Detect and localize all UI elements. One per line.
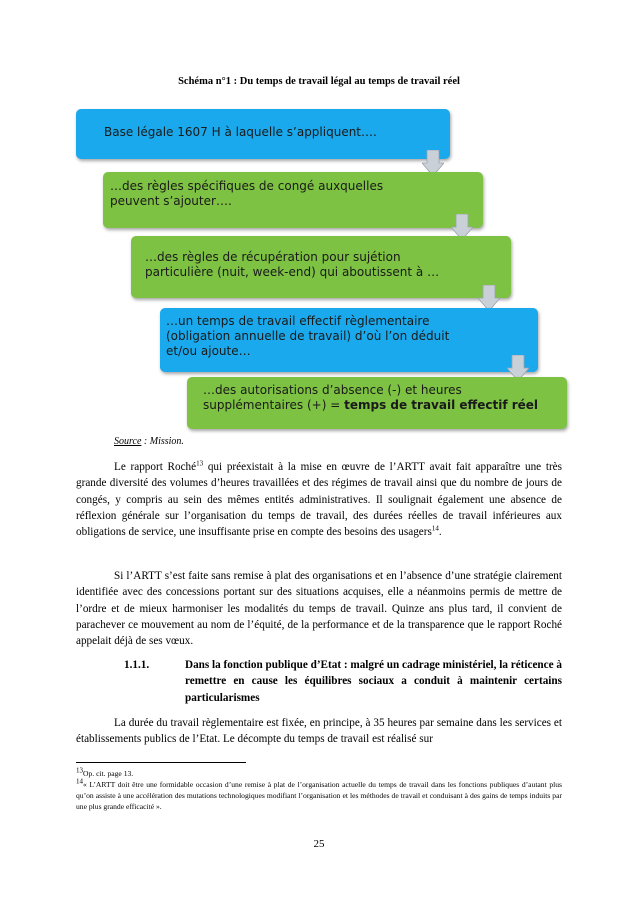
page-number: 25	[313, 838, 325, 850]
box-5-line-2	[203, 398, 567, 413]
diagram-box-2	[103, 172, 483, 228]
box-5-line-1: …des autorisations d’absence (-) et heures	[203, 383, 462, 397]
box-3-line-1: …des règles de récupération pour sujétion	[145, 250, 401, 264]
schema-title: Schéma n°1 : Du temps de travail légal au temps de travail réel	[178, 76, 460, 87]
box-2-line-2: peuvent s’ajouter….	[110, 194, 232, 208]
box-5-line-2-bold: temps de travail effectif réel	[344, 398, 539, 412]
box-1-line-1: Base légale 1607 H à laquelle s’appliquent….	[104, 125, 377, 139]
box-4-line-2: (obligation annuelle de travail) d’où l’on déduit	[166, 329, 450, 343]
box-2-line-1: …des règles spécifiques de congé auxquelles	[110, 179, 384, 193]
box-3-line-2: particulière (nuit, week-end) qui aboutissent à …	[145, 265, 440, 279]
paragraph-1	[76, 459, 562, 540]
footnote-14-text: « L’ARTT doit être une formidable occasion d’une remise à plat de l’organisation actuelle du temps de travail dans les fonctions publiques d’autant plus qu’on assiste à une accélération des mutations technologiques modifiant l’organisation et les méthodes de travail et conduisant à des gains de temps induits par une plus grande efficacité ».	[76, 780, 562, 811]
figure-source	[114, 436, 184, 447]
footnote-ref-14[interactable]: 14	[431, 524, 439, 533]
para1-text-c: .	[438, 526, 442, 539]
paragraph-3: La durée du travail règlementaire est fixée, en principe, à 35 heures par semaine dans les services et établissements publics de l’Etat. Le décompte du temps de travail est réalisé sur	[76, 717, 562, 746]
box-5-line-2-plain: supplémentaires (+) =	[203, 398, 345, 412]
section-number: 1.1.1.	[124, 659, 150, 671]
diagram-box-1	[76, 109, 450, 159]
source-text: : Mission.	[141, 436, 184, 447]
paragraph-2: Si l’ARTT s’est faite sans remise à plat des organisations et en l’absence d’une stratégie clairement identifiée avec des concessions portant sur des situations acquises, elle a néanmoins permis de mettre de l’ordre et de mieux harmoniser les modalités du temps de travail. Quinze ans plus tard, il convient de parachever ce mouvement au nom de l’équité, de la performance et de la transparence que le rapport Roché appelait déjà de ses vœux.	[76, 570, 562, 648]
source-label: Source	[114, 436, 142, 447]
diagram-box-5	[187, 377, 567, 429]
para1-text-a: Le rapport Roché	[114, 461, 197, 473]
diagram-box-4	[160, 308, 538, 372]
diagram-box-3	[131, 236, 511, 298]
section-heading-text: Dans la fonction publique d’Etat : malgré un cadrage ministériel, la réticence à remettre en cause les équilibres sociaux a conduit à maintenir certains particularismes	[185, 659, 562, 704]
footnote-14-number: 14	[76, 777, 83, 786]
footnote-ref-13[interactable]: 13	[196, 459, 204, 468]
box-4-line-3: et/ou ajoute…	[166, 344, 251, 358]
footnote-13-number: 13	[76, 766, 83, 775]
footnote-13	[76, 768, 562, 779]
section-heading	[124, 657, 562, 706]
footnote-13-text: Op. cit. page 13.	[83, 769, 134, 778]
box-4-line-1: …un temps de travail effectif règlementaire	[166, 314, 430, 328]
para1-text-b: qui préexistait à la mise en œuvre de l’ARTT avait fait apparaître une très grande diversité des volumes d’heures travaillées et des régimes de travail ainsi que du nombre de jours de congés, y compris au sein des mêmes entités administratives. Il soulignait également une absence de réflexion générale sur l’organisation du temps de travail, des durées réelles de travail inférieures aux obligations de service, une insuffisante prise en compte des besoins des usagers	[76, 461, 562, 539]
footnote-14	[76, 779, 562, 812]
footnote-divider	[76, 762, 246, 763]
